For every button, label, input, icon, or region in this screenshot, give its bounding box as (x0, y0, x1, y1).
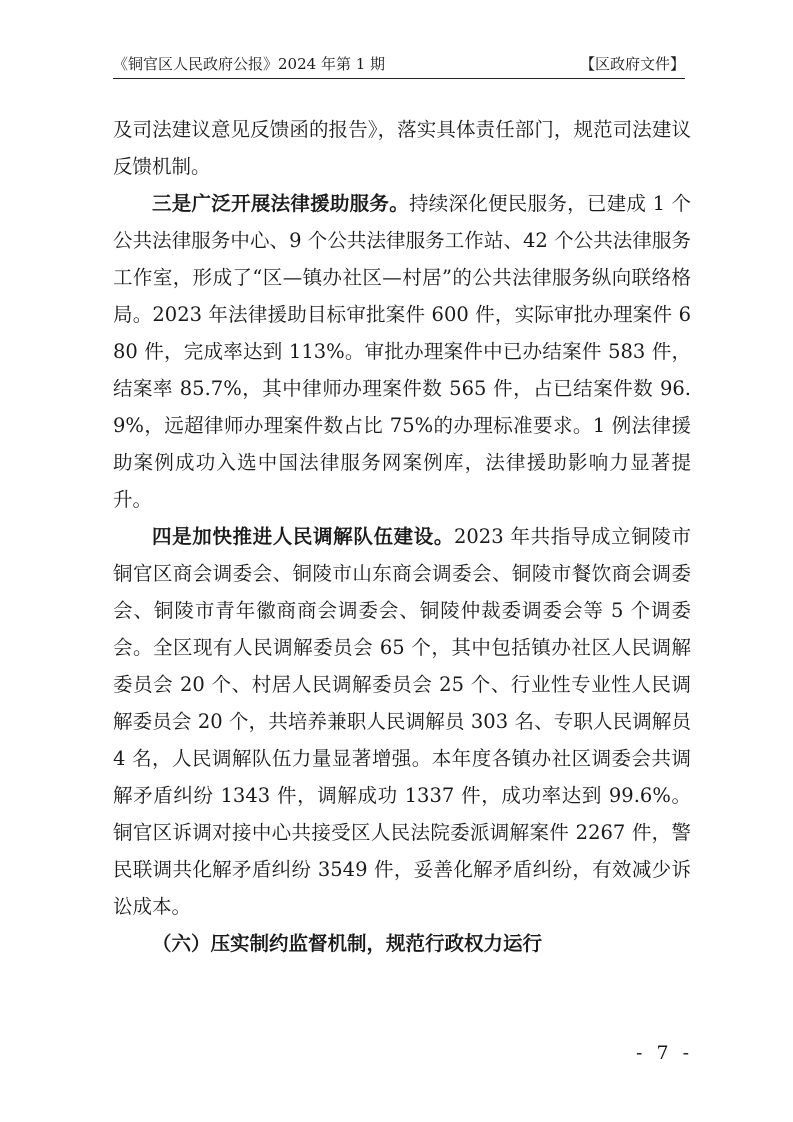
document-body (113, 111, 691, 962)
paragraph-continuation: 及司法建议意见反馈函的报告》，落实具体责任部门，规范司法建议反馈机制。 (113, 118, 691, 178)
page-number: - 7 - (635, 1042, 693, 1064)
paragraph-text: 2023 年共指导成立铜陵市铜官区商会调委会、铜陵市山东商会调委会、铜陵市餐饮商会调委会、铜陵市青年徽商商会调委会、铜陵仲裁委调委会等 5 个调委会。全区现有人民调解委员会 65 个，其中包括镇办社区人民调解委员会 20 个、村居人民调解委员会 25 个、行业性专业性人民调解委员会 20 个，共培养兼职人民调解员 303 名、专职人民调解员 4 名，人民调解队伍力量显著增强。本年度各镇办社区调委会共调解矛盾纠纷 1343 件，调解成功 1337 件，成功率达到 99.6%。铜官区诉调对接中心共接受区人民法院委派调解案件 2267 件，警民联调共化解矛盾纠纷 3549 件，妥善化解矛盾纠纷，有效减少诉讼成本。 (113, 525, 691, 918)
section-heading: （六）压实制约监督机制，规范行政权力运行 (152, 932, 543, 955)
paragraph-mediation (113, 518, 691, 925)
paragraph-lead: 三是广泛开展法律援助服务。 (152, 192, 409, 215)
page-header (113, 52, 685, 79)
paragraph-legal-aid (113, 185, 691, 518)
document-category: 【区政府文件】 (579, 55, 685, 73)
publication-title: 《铜官区人民政府公报》2024 年第 1 期 (113, 55, 386, 73)
paragraph-lead: 四是加快推进人民调解队伍建设。 (152, 525, 454, 548)
paragraph-text: 持续深化便民服务，已建成 1 个公共法律服务中心、9 个公共法律服务工作站、42 个公共法律服务工作室，形成了“区—镇办社区—村居”的公共法律服务纵向联络格局。2023 年法律援助目标审批案件 600 件，实际审批办理案件 680 件，完成率达到 113%。审批办理案件中已办结案件 583 件，结案率 85.7%，其中律师办理案件数 565 件，占已结案件数 96.9%，远超律师办理案件数占比 75%的办理标准要求。1 例法律援助案例成功入选中国法律服务网案例库，法律援助影响力显著提升。 (113, 192, 691, 511)
